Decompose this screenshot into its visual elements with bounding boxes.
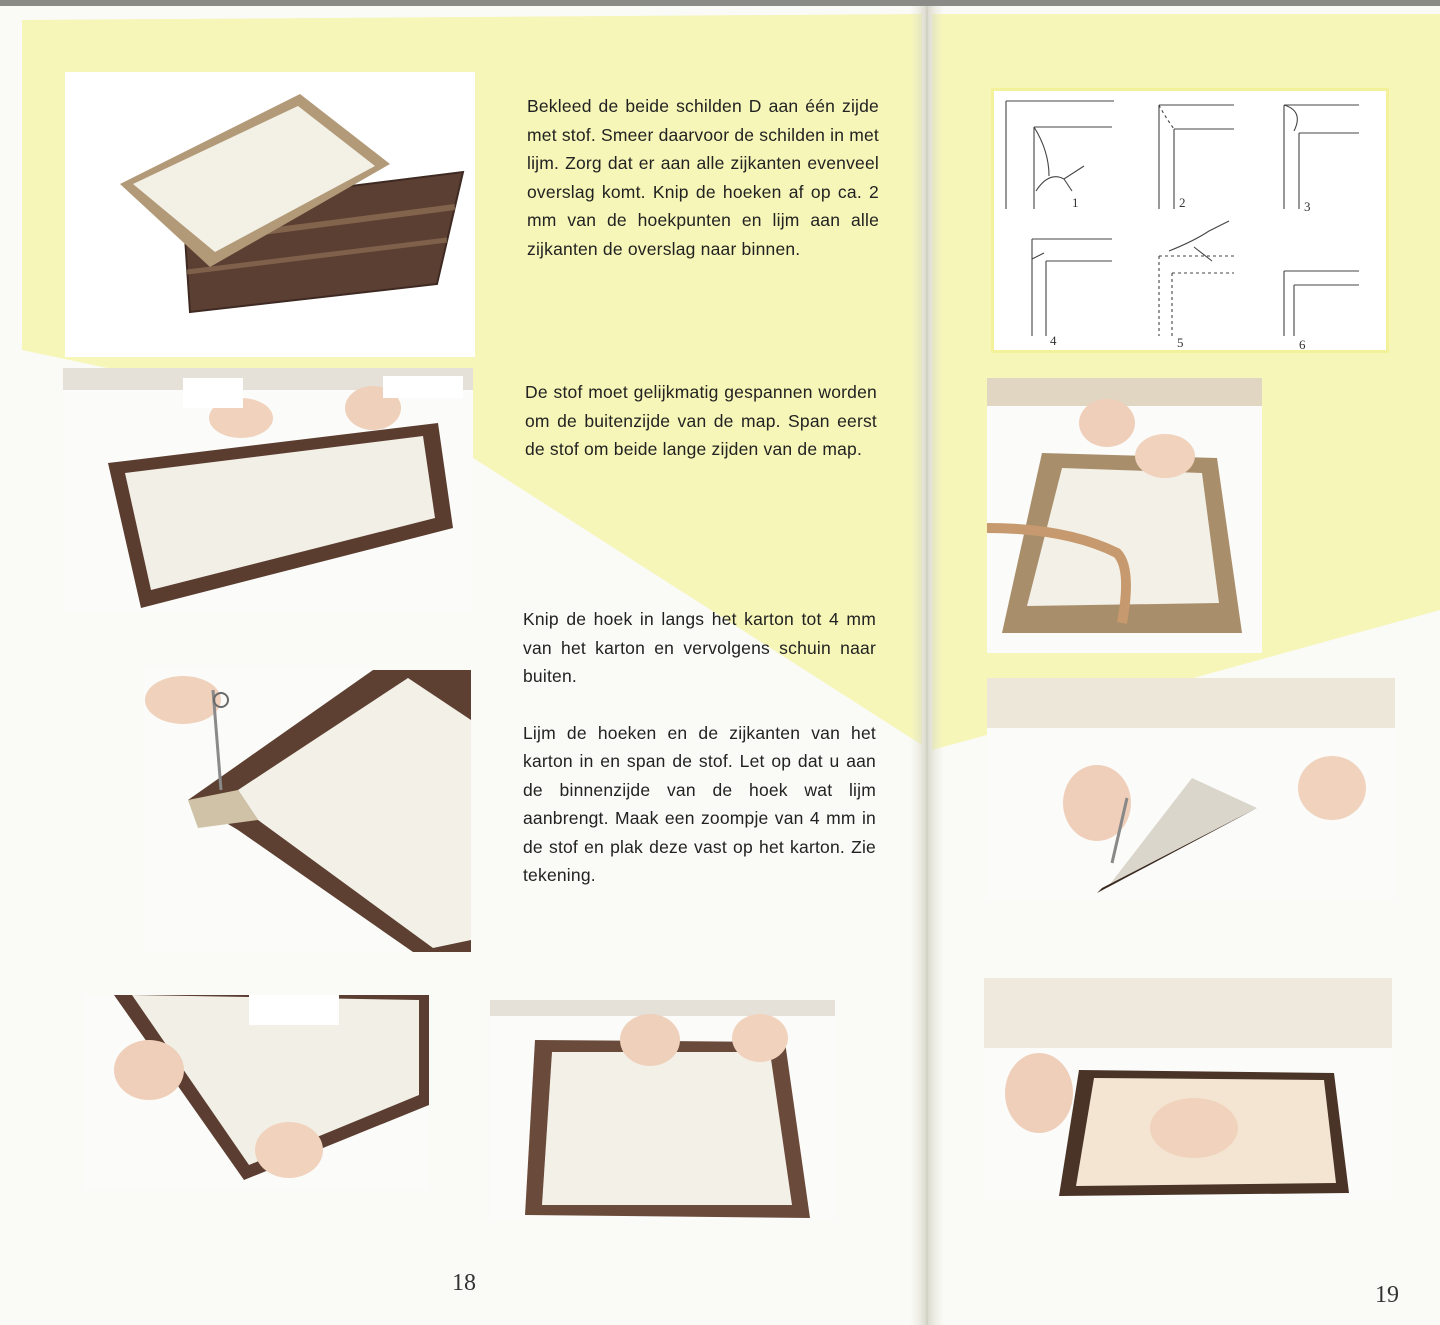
stretching-fabric-photo	[63, 368, 473, 613]
stretching-fabric-illustration	[63, 368, 473, 613]
paragraph-3: Knip de hoek in langs het karton tot 4 mm van het karton en vervolgens schuin naar buiten.	[523, 609, 876, 686]
ribbon-frame-photo	[987, 378, 1262, 653]
triangle-cut-photo	[987, 678, 1395, 900]
pressing-lining-illustration	[984, 978, 1392, 1200]
boards-on-fabric-illustration	[65, 72, 475, 357]
corner-fold-diagram-svg	[994, 91, 1386, 350]
corner-fold-diagram	[991, 88, 1389, 353]
paragraph-1: Bekleed de beide schilden D aan één zijde met stof. Smeer daarvoor de schilden in met lijm. Zorg dat er aan alle zijkanten evenveel overslag komt. Knip de hoeken af op ca. 2 mm van de hoekpunten en lijm aan alle zijkanten de overslag naar binnen.	[527, 96, 879, 259]
folding-long-edge-illustration	[490, 1000, 835, 1220]
diagram-label-5: 5	[1177, 335, 1184, 350]
gluing-edge-illustration	[84, 995, 429, 1190]
diagram-label-2: 2	[1179, 195, 1186, 210]
instruction-text-3	[523, 605, 876, 918]
ribbon-frame-illustration	[987, 378, 1262, 653]
paragraph-4: Lijm de hoeken en de zijkanten van het karton in en span de stof. Let op dat u aan de binnenzijde van de hoek wat lijm aanbrengt. Maak een zoompje van 4 mm in de stof en plak deze vast op het karton. Zie tekening.	[523, 722, 876, 885]
instruction-text-2	[525, 378, 877, 492]
triangle-cut-illustration	[987, 678, 1395, 900]
diagram-label-1: 1	[1072, 195, 1079, 210]
page-number-right: 19	[1375, 1282, 1399, 1308]
cutting-corner-photo	[143, 670, 471, 952]
instruction-text-1	[527, 92, 879, 291]
gluing-edge-photo	[84, 995, 429, 1190]
diagram-label-6: 6	[1299, 337, 1306, 352]
pressing-lining-photo	[984, 978, 1392, 1200]
paragraph-2: De stof moet gelijkmatig gespannen worden om de buitenzijde van de map. Span eerst de stof om beide lange zijden van de map.	[525, 382, 877, 459]
cutting-corner-illustration	[143, 670, 471, 952]
folding-long-edge-photo	[490, 1000, 835, 1220]
diagram-label-3: 3	[1304, 199, 1311, 214]
diagram-label-4: 4	[1050, 333, 1057, 348]
page-number-left: 18	[452, 1270, 476, 1296]
boards-on-fabric-photo	[65, 72, 475, 357]
